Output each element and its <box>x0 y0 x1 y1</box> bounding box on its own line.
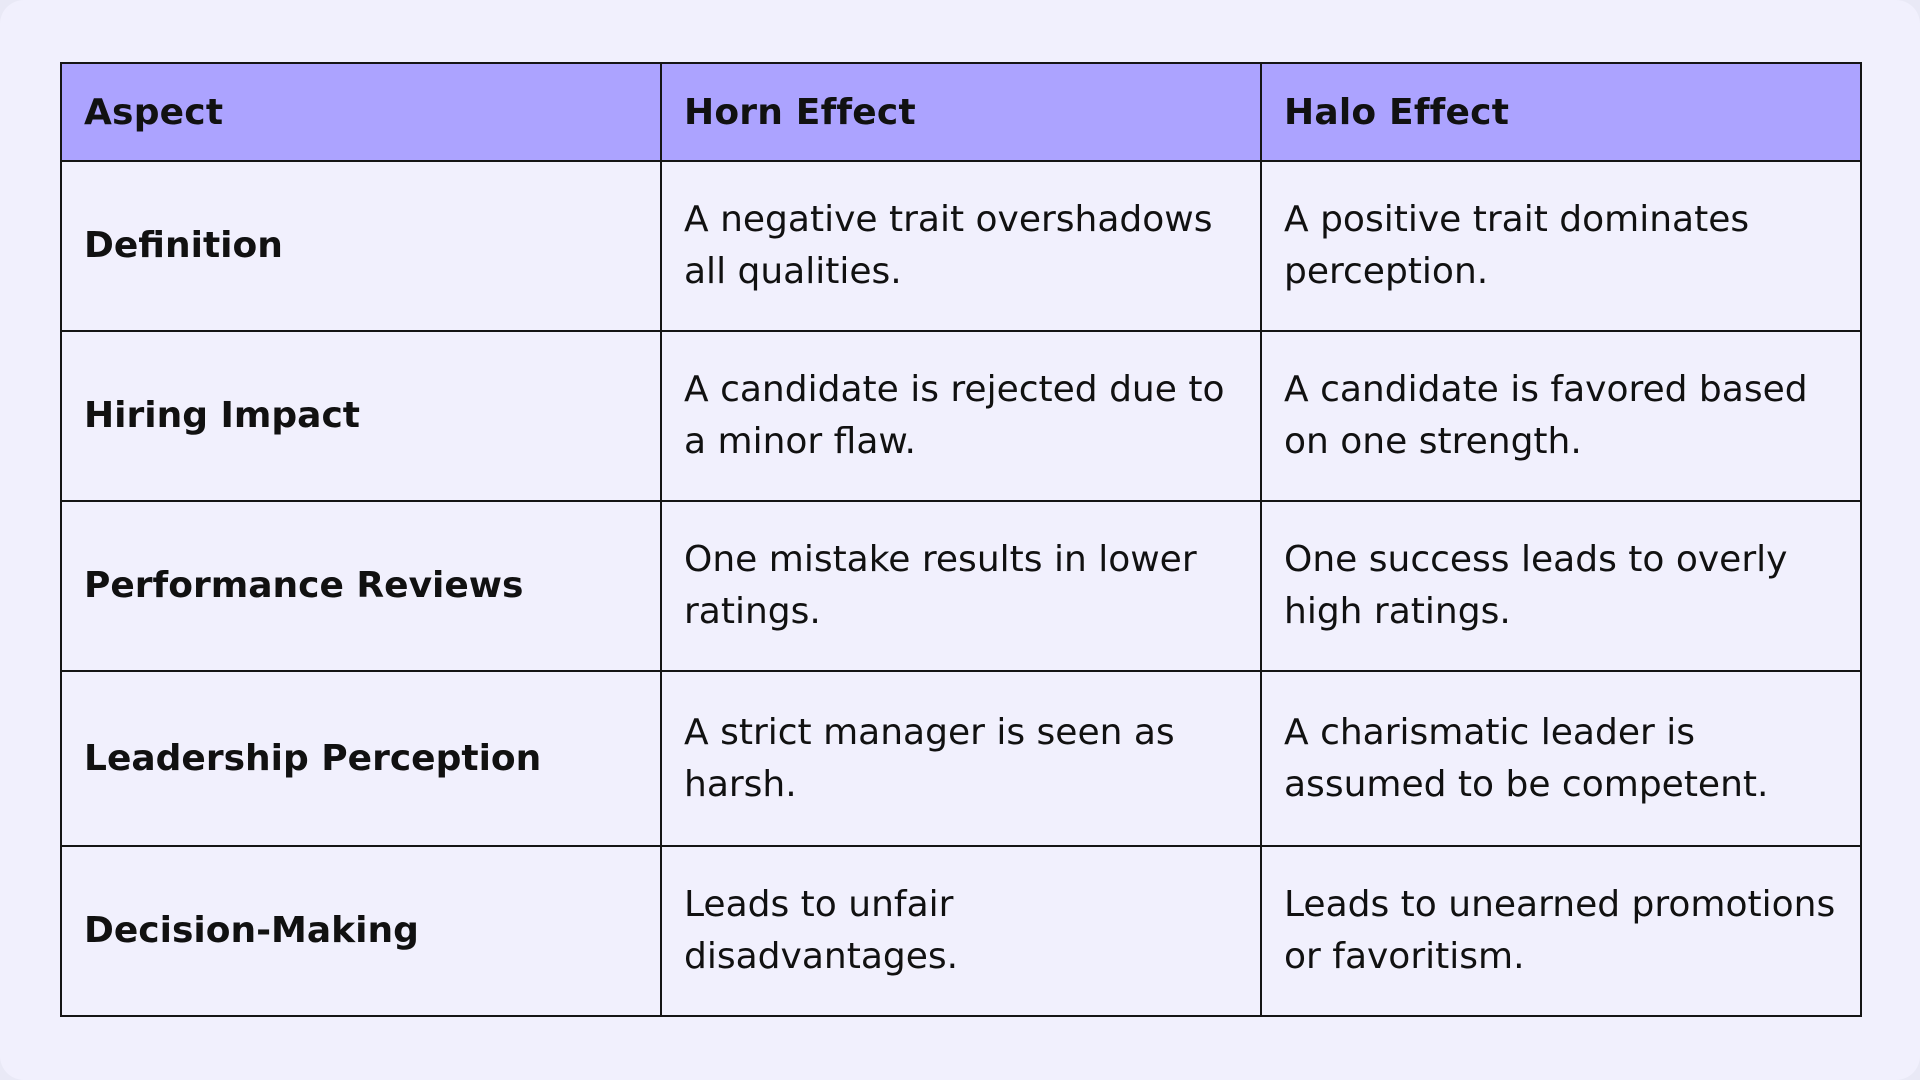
halo-effect-cell: Leads to unearned promotions or favoritism. <box>1261 846 1861 1016</box>
halo-effect-cell: One success leads to overly high ratings. <box>1261 501 1861 671</box>
table-row <box>61 331 1861 501</box>
horn-effect-cell: A candidate is rejected due to a minor flaw. <box>661 331 1261 501</box>
table-body <box>61 161 1861 1016</box>
table-row <box>61 671 1861 846</box>
horn-effect-cell: Leads to unfair disadvantages. <box>661 846 1261 1016</box>
halo-effect-cell: A candidate is favored based on one strength. <box>1261 331 1861 501</box>
comparison-table <box>60 62 1862 1017</box>
aspect-cell: Definition <box>61 161 661 331</box>
aspect-cell: Performance Reviews <box>61 501 661 671</box>
header-horn-effect: Horn Effect <box>661 63 1261 161</box>
halo-effect-cell: A charismatic leader is assumed to be competent. <box>1261 671 1861 846</box>
header-aspect: Aspect <box>61 63 661 161</box>
aspect-cell: Leadership Perception <box>61 671 661 846</box>
halo-effect-cell: A positive trait dominates perception. <box>1261 161 1861 331</box>
table-row <box>61 161 1861 331</box>
horn-effect-cell: A strict manager is seen as harsh. <box>661 671 1261 846</box>
horn-effect-cell: One mistake results in lower ratings. <box>661 501 1261 671</box>
table-header <box>61 63 1861 161</box>
horn-effect-cell: A negative trait overshadows all qualities. <box>661 161 1261 331</box>
header-row <box>61 63 1861 161</box>
table-row <box>61 846 1861 1016</box>
table-row <box>61 501 1861 671</box>
aspect-cell: Hiring Impact <box>61 331 661 501</box>
header-halo-effect: Halo Effect <box>1261 63 1861 161</box>
aspect-cell: Decision-Making <box>61 846 661 1016</box>
